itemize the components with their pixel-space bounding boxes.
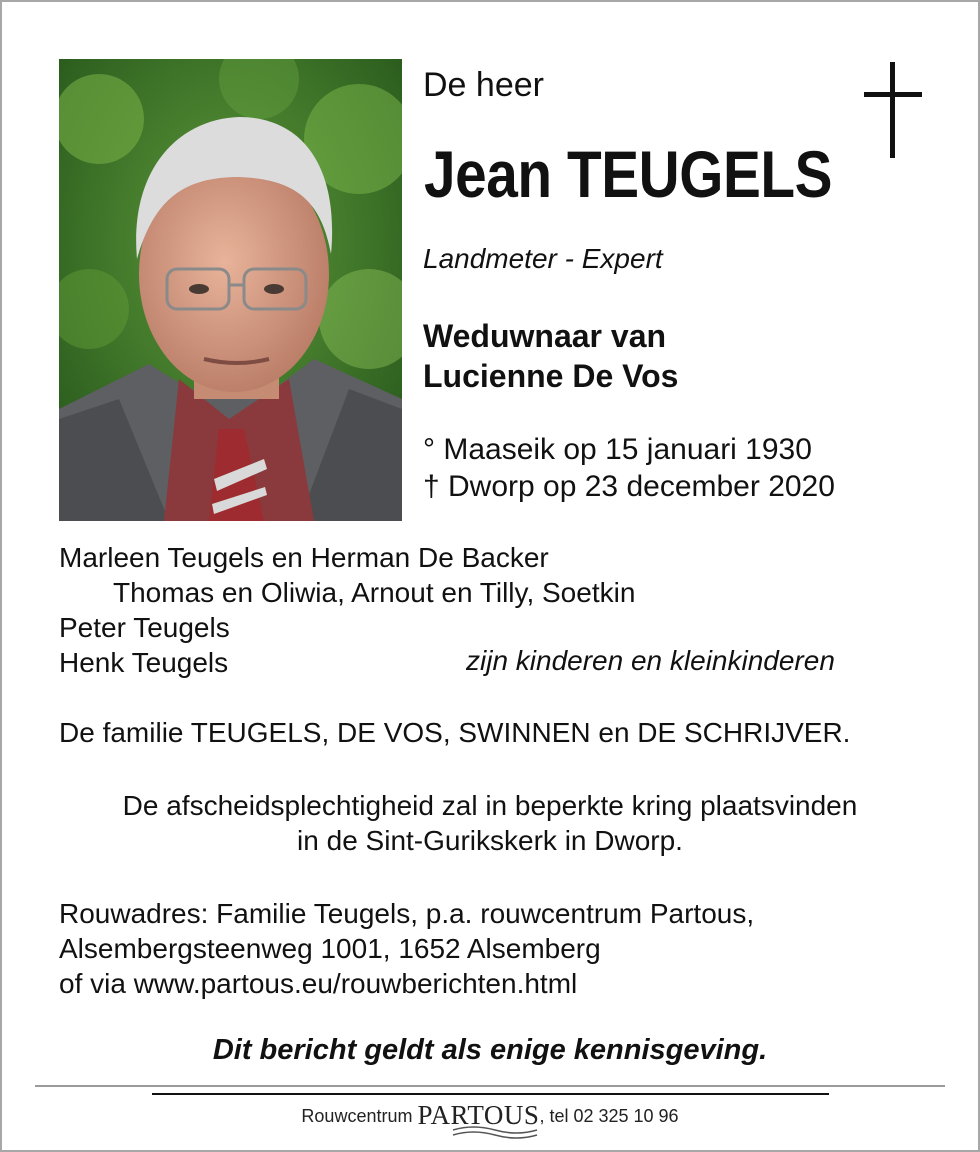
family-line: Marleen Teugels en Herman De Backer <box>59 542 549 573</box>
profession: Landmeter - Expert <box>423 243 663 274</box>
divider <box>152 1093 829 1095</box>
salutation: De heer <box>423 66 544 104</box>
family-line: Henk Teugels <box>59 647 229 678</box>
death-line: † Dworp op 23 december 2020 <box>423 470 835 503</box>
family-line: Peter Teugels <box>59 612 230 643</box>
widower-line: Weduwnaar van <box>423 318 667 354</box>
cross-icon <box>864 62 922 160</box>
ceremony-line: in de Sint-Gurikskerk in Dworp. <box>297 825 683 856</box>
relatives-line: De familie TEUGELS, DE VOS, SWINNEN en DE SCHRIJVER. <box>59 717 851 748</box>
ceremony-line: De afscheidsplechtigheid zal in beperkte kring plaatsvinden <box>122 790 858 821</box>
ceremony-info <box>0 788 980 858</box>
birth-line: ° Maaseik op 15 januari 1930 <box>423 433 812 466</box>
brand-logo <box>417 1100 539 1131</box>
divider <box>35 1085 945 1087</box>
grandchildren-line: Thomas en Oliwia, Arnout en Tilly, Soetkin <box>113 577 636 608</box>
mourning-address <box>59 896 754 1001</box>
footer-phone: , tel 02 325 10 96 <box>539 1106 679 1126</box>
deceased-name: Jean TEUGELS <box>424 137 833 211</box>
address-line: Alsembergsteenweg 1001, 1652 Alsemberg <box>59 933 601 964</box>
notice-statement: Dit bericht geldt als enige kennisgeving. <box>212 1034 768 1066</box>
widower-of <box>423 316 678 396</box>
footer-prefix: Rouwcentrum <box>301 1106 413 1126</box>
portrait-photo <box>59 59 402 521</box>
spouse-name: Lucienne De Vos <box>423 358 679 394</box>
brand-name: PARTOUS <box>417 1100 540 1130</box>
footer <box>0 1100 980 1131</box>
wave-logo-icon <box>451 1125 539 1139</box>
family-role: zijn kinderen en kleinkinderen <box>466 645 835 676</box>
address-line: Rouwadres: Familie Teugels, p.a. rouwcentrum Partous, <box>59 898 755 929</box>
address-link[interactable]: of via www.partous.eu/rouwberichten.html <box>59 968 578 999</box>
